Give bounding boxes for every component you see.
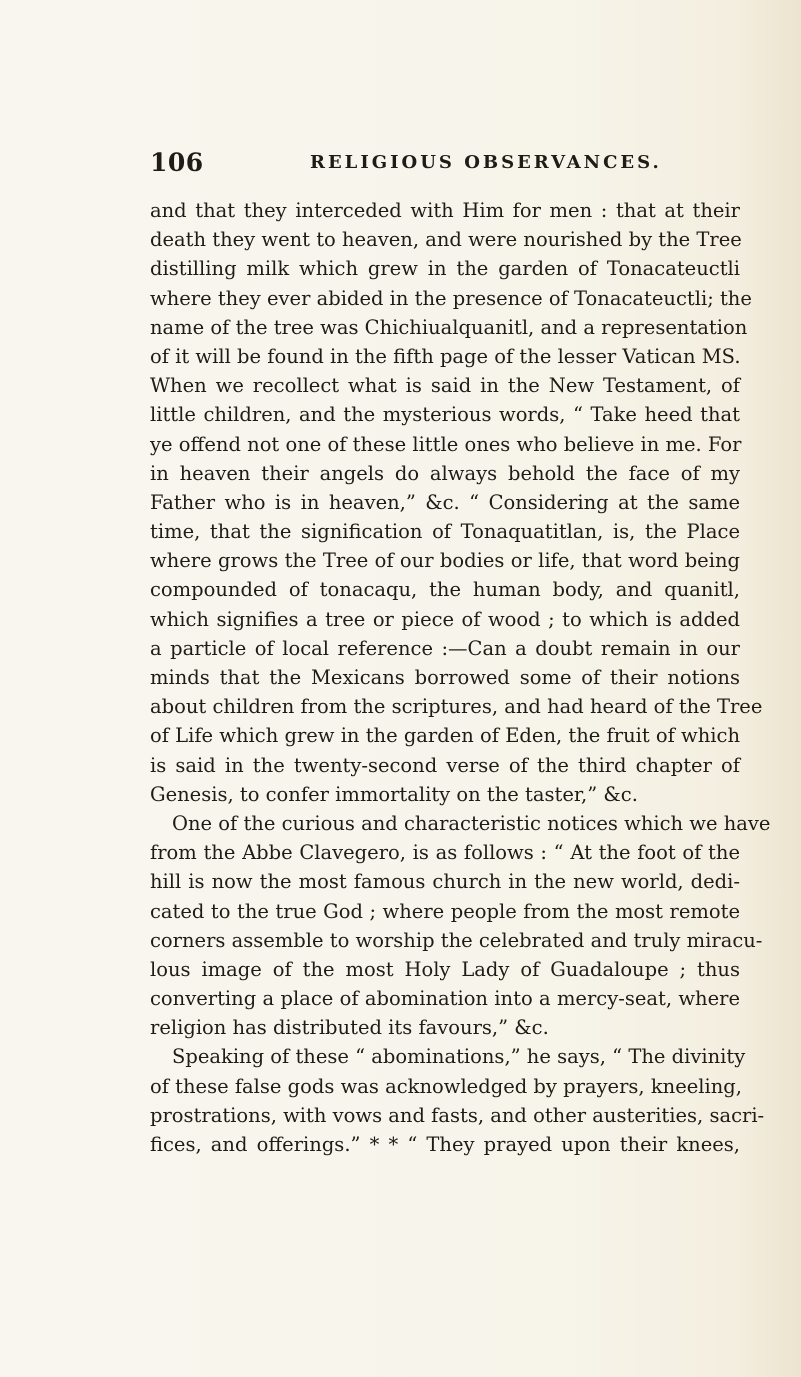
text-line: Genesis, to confer immortality on the taster,” &c.	[150, 782, 638, 806]
body-text	[150, 196, 771, 1159]
text-line: time, that the signification of Tonaquatitlan, is, the Place	[150, 520, 740, 544]
text-line: corners assemble to worship the celebrated and truly miracu-	[150, 928, 763, 952]
text-line: of Life which grew in the garden of Eden, the fruit of which	[150, 724, 741, 748]
text-line: where grows the Tree of our bodies or life, that word being	[150, 549, 740, 573]
text-line: death they went to heaven, and were nourished by the Tree	[150, 228, 742, 252]
text-line: where they ever abided in the presence of Tonacateuctli; the	[150, 286, 752, 310]
text-line: hill is now the most famous church in the new world, dedi-	[150, 870, 740, 894]
text-line: name of the tree was Chichiualquanitl, and a representation	[150, 315, 748, 339]
text-line: distilling milk which grew in the garden of Tonacateuctli	[150, 257, 740, 281]
text-line: religion has distributed its favours,” &c.	[150, 1016, 549, 1040]
text-line: minds that the Mexicans borrowed some of their notions	[150, 666, 740, 689]
text-line: Speaking of these “ abominations,” he says, “ The divinity	[172, 1045, 746, 1069]
text-line: which signifies a tree or piece of wood ; to which is added	[150, 607, 740, 631]
text-line: fices, and offerings.” * * “ They prayed upon their knees,	[150, 1133, 740, 1156]
running-head: RELIGIOUS OBSERVANCES.	[310, 152, 662, 173]
page-number: 106	[150, 148, 204, 177]
text-line: of these false gods was acknowledged by prayers, kneeling,	[150, 1074, 742, 1098]
text-line: little children, and the mysterious words, “ Take heed that	[150, 403, 740, 427]
text-line: converting a place of abomination into a mercy-seat, where	[150, 987, 740, 1011]
text-line: ye offend not one of these little ones who believe in me. For	[150, 432, 742, 456]
text-line: is said in the twenty-second verse of the third chapter of	[150, 753, 740, 777]
text-line: compounded of tonacaqu, the human body, and quanitl,	[150, 578, 740, 602]
text-line: of it will be found in the fifth page of the lesser Vatican MS.	[150, 344, 741, 368]
text-line: and that they interceded with Him for men : that at their	[150, 199, 740, 222]
text-line: prostrations, with vows and fasts, and other austerities, sacri-	[150, 1103, 765, 1127]
text-line: cated to the true God ; where people from the most remote	[150, 899, 740, 923]
text-line: lous image of the most Holy Lady of Guadaloupe ; thus	[150, 957, 740, 981]
text-line: from the Abbe Clavegero, is as follows : “ At the foot of the	[150, 841, 740, 865]
text-line: Father who is in heaven,” &c. “ Considering at the same	[150, 490, 740, 514]
text-line: a particle of local reference :—Can a doubt remain in our	[150, 636, 740, 660]
page-header	[150, 148, 730, 178]
text-line: about children from the scriptures, and had heard of the Tree	[150, 695, 763, 719]
text-line: When we recollect what is said in the New Testament, of	[150, 374, 740, 398]
text-line: in heaven their angels do always behold the face of my	[150, 461, 740, 485]
text-line: One of the curious and characteristic notices which we have	[172, 811, 771, 835]
